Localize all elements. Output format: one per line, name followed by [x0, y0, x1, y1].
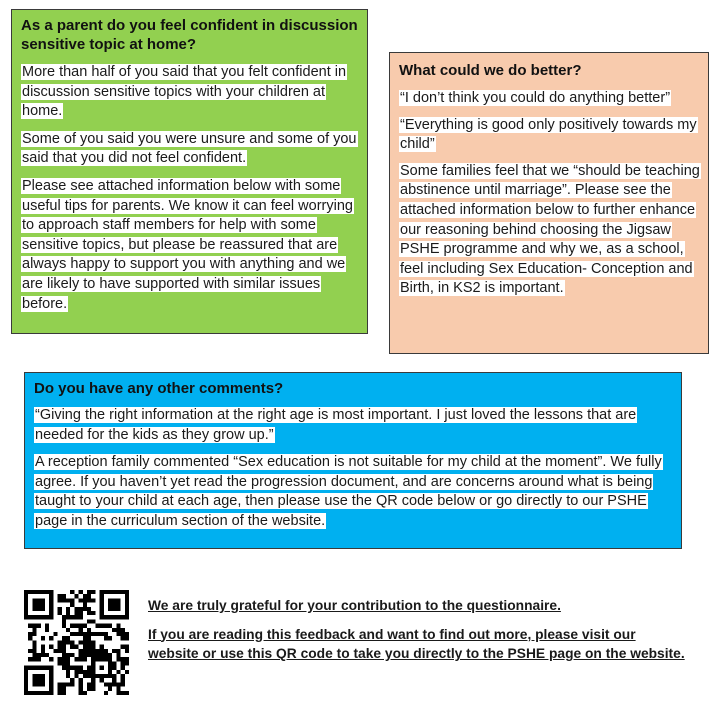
improvement-paragraph-2: “Everything is good only positively towards my child”	[400, 116, 697, 153]
comments-paragraph-1: “Giving the right information at the right age is most important. I just loved the lessons that are needed for the kids as they grow up.”	[35, 407, 637, 443]
more-info-line: If you are reading this feedback and want to find out more, please visit our website or use this QR code to take you directly to the PSHE page on the website.	[148, 626, 685, 661]
improvement-paragraph-3: Some families feel that we “should be teaching abstinence until marriage”. Please see the attached information below to further enhance our reasoning behind choosing the Jigsaw PSHE programme and why we, as a school, feel including Sex Education- Conception and Birth, in KS2 is important.	[400, 162, 700, 297]
comments-paragraph-2: A reception family commented “Sex education is not suitable for my child at the moment”. We fully agree. If you haven’t yet read the progression document, and are concerns around what is being taught to your child at each age, then please use the QR code below or go directly to our PSHE page in the curriculum section of the website.	[35, 454, 662, 529]
qr-code-icon[interactable]	[24, 590, 129, 695]
confidence-paragraph-1: More than half of you said that you felt confident in discussion sensitive topics with your children at home.	[22, 64, 347, 120]
confidence-paragraph-2: Some of you said you were unsure and some of you said that you did not feel confident.	[22, 130, 357, 167]
comments-heading: Do you have any other comments?	[34, 380, 284, 397]
improvement-heading: What could we do better?	[399, 62, 582, 79]
thanks-line: We are truly grateful for your contribution to the questionnaire.	[148, 598, 561, 613]
confidence-heading: As a parent do you feel confident in discussion sensitive topic at home?	[21, 17, 358, 53]
confidence-box	[11, 9, 368, 334]
confidence-paragraph-3: Please see attached information below with some useful tips for parents. We know it can feel worrying to approach staff members for help with some sensitive topics, but please be reassured that are always happy to support you with anything and we are likely to have supported with similar issues before.	[22, 177, 353, 312]
comments-box	[24, 372, 682, 549]
improvement-box	[389, 52, 709, 354]
improvement-paragraph-1: “I don’t think you could do anything better”	[400, 90, 671, 106]
footer-text	[148, 596, 688, 673]
